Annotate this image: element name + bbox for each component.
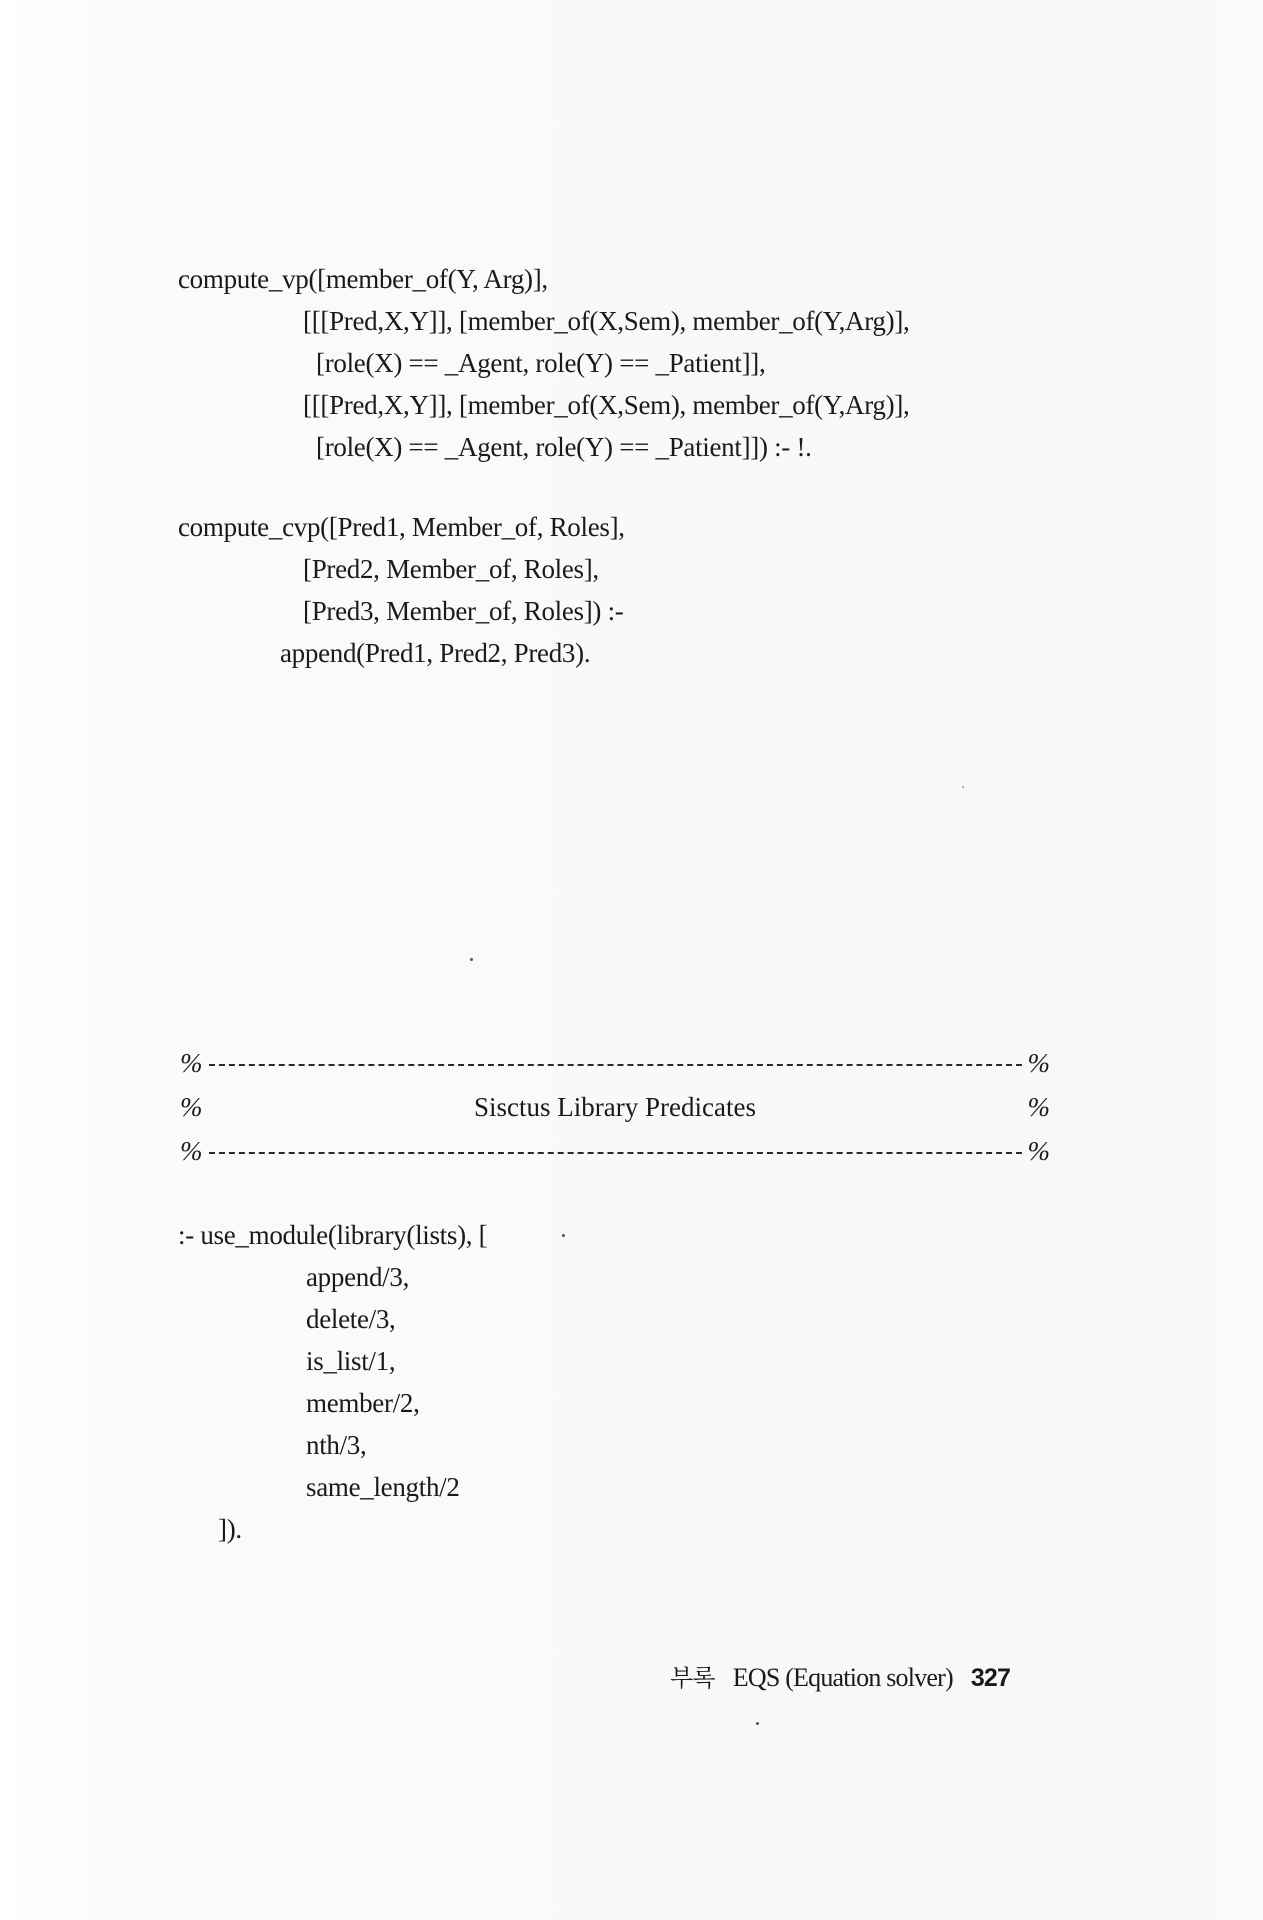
dashed-divider — [209, 1152, 1022, 1154]
scan-speck — [756, 1722, 759, 1725]
code-line: [[[Pred,X,Y]], [member_of(X,Sem), member_of(Y,Arg)], — [303, 306, 910, 336]
scan-speck — [962, 786, 964, 788]
footer-section-name: EQS (Equation solver) — [732, 1663, 953, 1692]
code-line: delete/3, — [306, 1304, 396, 1334]
code-line: [role(X) == _Agent, role(Y) == _Patient]]) :- !. — [316, 432, 812, 462]
scan-speck — [562, 1234, 565, 1237]
code-line: append/3, — [306, 1262, 410, 1292]
code-line: compute_cvp([Pred1, Member_of, Roles], — [178, 512, 625, 542]
code-line: [role(X) == _Agent, role(Y) == _Patient]], — [316, 348, 766, 378]
percent-sign: % — [180, 1048, 203, 1078]
banner-bottom-rule — [180, 1134, 1050, 1168]
banner-title-row — [180, 1090, 1050, 1124]
code-line: :- use_module(library(lists), [ — [178, 1220, 488, 1250]
code-line: nth/3, — [306, 1430, 367, 1460]
banner-top-rule — [180, 1046, 1050, 1080]
section-title: Sisctus Library Predicates — [474, 1092, 756, 1122]
percent-sign: % — [180, 1092, 203, 1122]
scan-speck — [470, 958, 473, 961]
percent-sign: % — [1027, 1092, 1050, 1122]
code-line: compute_vp([member_of(Y, Arg)], — [178, 264, 548, 294]
page-number: 327 — [970, 1664, 1011, 1692]
code-line: [Pred3, Member_of, Roles]) :- — [303, 596, 624, 626]
percent-sign: % — [1027, 1136, 1050, 1166]
code-line: [Pred2, Member_of, Roles], — [303, 554, 599, 584]
code-line: append(Pred1, Pred2, Pred3). — [280, 638, 591, 668]
page-footer — [670, 1658, 1030, 1693]
code-line: is_list/1, — [306, 1346, 396, 1376]
code-line: same_length/2 — [306, 1472, 460, 1502]
code-line: ]). — [218, 1514, 242, 1544]
code-line: member/2, — [306, 1388, 420, 1418]
code-line: [[[Pred,X,Y]], [member_of(X,Sem), member_of(Y,Arg)], — [303, 390, 910, 420]
dashed-divider — [209, 1064, 1022, 1066]
percent-sign: % — [1027, 1048, 1050, 1078]
percent-sign: % — [180, 1136, 203, 1166]
appendix-label: 부록 — [670, 1664, 715, 1692]
